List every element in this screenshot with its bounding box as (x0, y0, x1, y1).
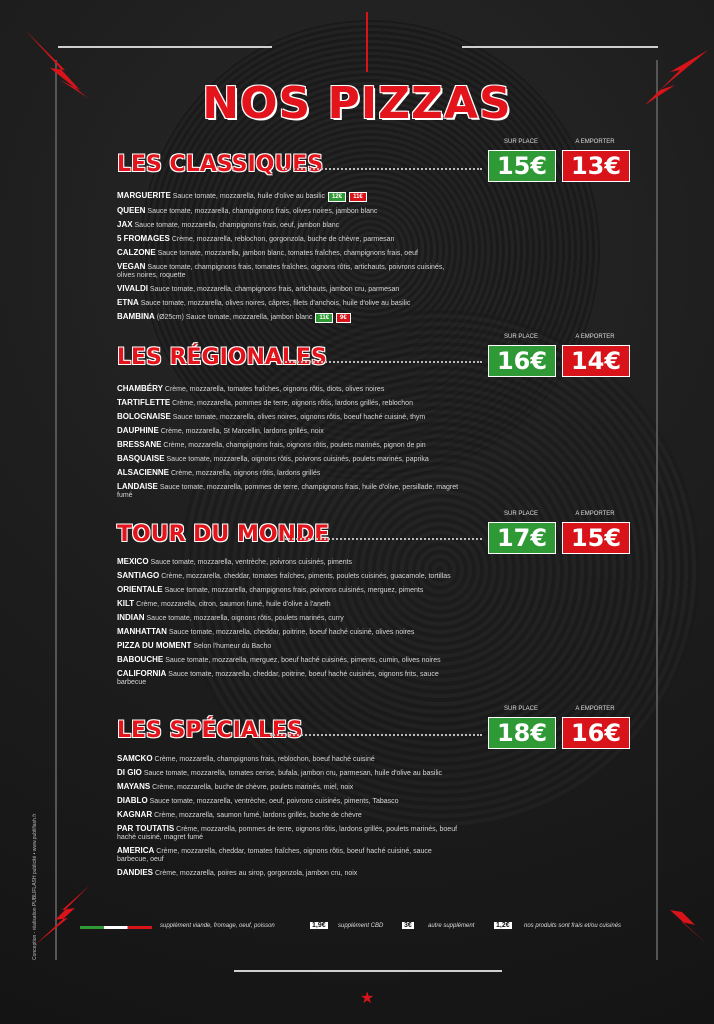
a-emporter-label: A EMPORTER (575, 334, 615, 340)
supplement-text: autre supplément (428, 923, 475, 929)
frame-line (234, 970, 502, 972)
a-emporter-label: A EMPORTER (575, 511, 615, 517)
supplement-text: supplément viande, fromage, oeuf, poisson (160, 923, 275, 929)
list-item: ETNA Sauce tomate, mozzarella, olives noires, câpres, filets d'anchois, huile d'olive au basilic (117, 298, 411, 307)
list-item: SAMCKO Crème, mozzarella, champignons frais, reblochon, boeuf haché cuisiné (117, 754, 375, 763)
supplements-footer (80, 922, 680, 934)
sur-place-label: SUR PLACE (503, 139, 538, 145)
item-list (117, 385, 462, 505)
sur-place-label: SUR PLACE (503, 334, 538, 340)
list-item: DI GIO Sauce tomate, mozzarella, tomates cerise, bufala, jambon cru, parmesan, huile d'olive au basilic (117, 768, 443, 777)
list-item: SANTIAGO Crème, mozzarella, cheddar, tomates fraîches, piments, poulets cuisinés, guacamole, tortillas (117, 571, 451, 580)
supplement-price: 1,2€ (496, 922, 510, 929)
list-item: CALIFORNIA Sauce tomate, mozzarella, cheddar, poitrine, boeuf haché cuisinés, oignons frits, sauce barbecue (117, 669, 439, 686)
list-item: CHAMBÉRY Crème, mozzarella, tomates fraîches, oignons rôtis, diots, olives noires (117, 384, 385, 393)
price-sur-place: 15€ (488, 150, 556, 182)
list-item: INDIAN Sauce tomate, mozzarella, oignons rôtis, poulets marinés, curry (117, 613, 344, 622)
sur-place-label: SUR PLACE (503, 706, 538, 712)
dotted-leader (282, 168, 482, 170)
page-title: NOS PIZZAS (202, 78, 512, 129)
list-item: DIABLO Sauce tomate, mozzarella, ventrèche, oeuf, poivrons cuisinés, piments, Tabasco (117, 796, 399, 805)
supplement-text: supplément CBD (338, 923, 384, 929)
list-item: JAX Sauce tomate, mozzarella, champignons frais, oeuf, jambon blanc (117, 220, 340, 229)
footer-note: nos produits sont frais et/ou cuisinés (524, 923, 622, 929)
price-a-emporter: 13€ (562, 150, 630, 182)
dotted-leader (270, 734, 482, 736)
a-emporter-label: A EMPORTER (575, 139, 615, 145)
frame-line (55, 60, 57, 960)
frame-line (58, 46, 272, 48)
list-item: BAMBINA (Ø25cm) Sauce tomate, mozzarella, jambon blanc 11€ 9€ (117, 313, 462, 323)
list-item: BASQUAISE Sauce tomate, mozzarella, oignons rôtis, poivrons cuisinés, poulets marinés, paprika (117, 454, 429, 463)
list-item: KILT Crème, mozzarella, citron, saumon fumé, huile d'olive à l'aneth (117, 599, 331, 608)
list-item: 5 FROMAGES Crème, mozzarella, reblochon, gorgonzola, buche de chèvre, parmesan (117, 234, 395, 243)
section-title: TOUR DU MONDE (117, 522, 330, 547)
designer-credit: Conception - réalisation PUBLIFLASH publicité • www.publiflash.fr (32, 813, 38, 960)
list-item: PIZZA DU MOMENT Selon l'humeur du Bacho (117, 641, 272, 650)
list-item: DANDIES Crème, mozzarella, poires au sirop, gorgonzola, jambon cru, noix (117, 868, 358, 877)
italian-flag-stripe (80, 926, 152, 929)
item-list (117, 192, 462, 328)
list-item: MANHATTAN Sauce tomate, mozzarella, cheddar, poitrine, boeuf haché cuisiné, olives noires (117, 627, 415, 636)
list-item: BOLOGNAISE Sauce tomate, mozzarella, olives noires, oignons rôtis, boeuf haché cuisiné, thym (117, 412, 426, 421)
list-item: ALSACIENNE Crème, mozzarella, oignons rôtis, lardons grillés (117, 468, 321, 477)
list-item: PAR TOUTATIS Crème, mozzarella, pommes de terre, oignons rôtis, lardons grillés, poulets marinés, boeuf haché cuisiné, magret fumé (117, 824, 458, 841)
supplement-price: 3€ (404, 922, 412, 929)
list-item: MARGUERITE Sauce tomate, mozzarella, huile d'olive au basilic 12€ 11€ (117, 192, 462, 202)
section-title: LES RÉGIONALES (117, 345, 327, 370)
dotted-leader (285, 538, 482, 540)
price-sur-place: 16€ (488, 345, 556, 377)
list-item: MEXICO Sauce tomate, mozzarella, ventrèche, poivrons cuisinés, piments (117, 557, 353, 566)
list-item: CALZONE Sauce tomate, mozzarella, jambon blanc, tomates fraîches, champignons frais, oeuf (117, 248, 418, 257)
section-title: LES SPÉCIALES (117, 718, 303, 743)
price-sur-place: 17€ (488, 522, 556, 554)
list-item: KAGNAR Crème, mozzarella, saumon fumé, lardons grillés, buche de chèvre (117, 810, 362, 819)
a-emporter-label: A EMPORTER (575, 706, 615, 712)
list-item: ORIENTALE Sauce tomate, mozzarella, champignons frais, poivrons cuisinés, merguez, piments (117, 585, 424, 594)
lightning-icon (30, 880, 100, 950)
price-sur-place: 18€ (488, 717, 556, 749)
list-item: VEGAN Sauce tomate, champignons frais, tomates fraîches, oignons rôtis, artichauts, poivrons cuisinés, olives noires, roquette (117, 262, 445, 279)
list-item: BRESSANE Crème, mozzarella, champignons frais, oignons rôtis, poulets marinés, pignon de pin (117, 440, 426, 449)
price-a-emporter: 14€ (562, 345, 630, 377)
supplement-price: 1,9€ (312, 922, 326, 929)
frame-line (462, 46, 658, 48)
list-item: TARTIFLETTE Crème, mozzarella, pommes de terre, oignons rôtis, lardons grillés, reblochon (117, 398, 413, 407)
list-item: QUEEN Sauce tomate, mozzarella, champignons frais, olives noires, jambon blanc (117, 206, 378, 215)
frame-line (366, 12, 368, 72)
price-a-emporter: 16€ (562, 717, 630, 749)
dotted-leader (282, 361, 482, 363)
list-item: BABOUCHE Sauce tomate, mozzarella, merguez, boeuf haché cuisinés, piments, cumin, olives noires (117, 655, 441, 664)
list-item: MAYANS Crème, mozzarella, buche de chèvre, poulets marinés, miel, noix (117, 782, 354, 791)
list-item: LANDAISE Sauce tomate, mozzarella, pommes de terre, champignons frais, huile d'olive, persillade, magret fumé (117, 482, 459, 499)
item-list (117, 558, 462, 692)
sur-place-label: SUR PLACE (503, 511, 538, 517)
list-item: AMERICA Crème, mozzarella, cheddar, tomates fraîches, oignons rôtis, boeuf haché cuisiné, sauce barbecue, oeuf (117, 846, 432, 863)
price-a-emporter: 15€ (562, 522, 630, 554)
section-title: LES CLASSIQUES (117, 152, 324, 177)
lightning-icon (650, 880, 710, 950)
frame-line (656, 60, 658, 960)
list-item: VIVALDI Sauce tomate, mozzarella, champignons frais, artichauts, jambon cru, parmesan (117, 284, 400, 293)
list-item: DAUPHINE Crème, mozzarella, St Marcellin, lardons grillés, noix (117, 426, 324, 435)
item-list (117, 755, 462, 883)
star-icon: ★ (360, 990, 375, 1007)
